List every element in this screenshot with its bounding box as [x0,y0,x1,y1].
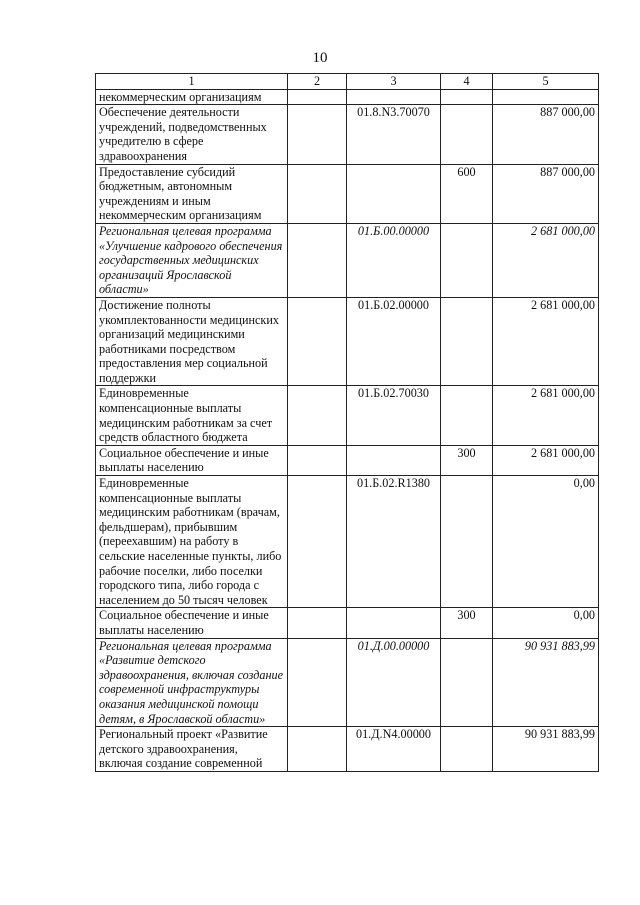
row-col2 [288,476,347,608]
budget-table [95,73,599,772]
row-vr [441,297,493,386]
table-header-row [96,74,599,90]
page-number: 10 [312,50,328,66]
row-col2 [288,164,347,223]
column-header-5: 5 [493,74,599,90]
table-row [96,223,599,297]
row-sum: 90 931 883,99 [493,638,599,727]
row-col2 [288,608,347,638]
row-code: 01.Д.N4.00000 [347,727,441,772]
row-name: Достижение полноты укомплектованности медицинских организаций медицинскими работниками посредством предоставления мер социальной поддержки [96,297,288,386]
row-name: Единовременные компенсационные выплаты медицинским работникам за счет средств областного бюджета [96,386,288,445]
row-vr [441,223,493,297]
row-code: 01.Б.02.70030 [347,386,441,445]
row-vr: 300 [441,445,493,475]
row-sum: 90 931 883,99 [493,727,599,772]
column-header-2: 2 [288,74,347,90]
row-sum: 2 681 000,00 [493,297,599,386]
table-row [96,727,599,772]
column-header-1: 1 [96,74,288,90]
row-code: 01.Б.02.R1380 [347,476,441,608]
row-vr [441,386,493,445]
row-col2 [288,105,347,164]
row-code [347,164,441,223]
row-name: Единовременные компенсационные выплаты медицинским работникам (врачам, фельдшерам), прибывшим (переехавшим) на работу в сельские населенные пункты, либо рабочие поселки, либо поселки городского типа, либо города с населением до 50 тысяч человек [96,476,288,608]
row-sum: 2 681 000,00 [493,386,599,445]
row-col2 [288,445,347,475]
row-sum: 887 000,00 [493,105,599,164]
row-name: Региональный проект «Развитие детского здравоохранения, включая создание современной [96,727,288,772]
row-code [347,89,441,105]
row-sum: 0,00 [493,608,599,638]
row-col2 [288,89,347,105]
row-col2 [288,638,347,727]
table-row [96,476,599,608]
table-row [96,89,599,105]
row-sum: 2 681 000,00 [493,445,599,475]
row-vr [441,727,493,772]
row-name: Социальное обеспечение и иные выплаты населению [96,445,288,475]
row-name: Обеспечение деятельности учреждений, подведомственных учредителю в сфере здравоохранения [96,105,288,164]
row-vr: 600 [441,164,493,223]
table-row [96,386,599,445]
table-row [96,608,599,638]
row-vr [441,105,493,164]
row-name: Региональная целевая программа «Развитие детского здравоохранения, включая создание современной инфраструктуры оказания медицинской помощи детям, в Ярославской области» [96,638,288,727]
column-header-4: 4 [441,74,493,90]
row-col2 [288,223,347,297]
row-col2 [288,297,347,386]
row-vr: 300 [441,608,493,638]
row-vr [441,638,493,727]
row-name: Предоставление субсидий бюджетным, автономным учреждениям и иным некоммерческим организациям [96,164,288,223]
row-name: Региональная целевая программа «Улучшение кадрового обеспечения государственных медицинских организаций Ярославской области» [96,223,288,297]
table-row [96,105,599,164]
row-sum: 0,00 [493,476,599,608]
table-row [96,445,599,475]
row-vr [441,476,493,608]
row-name: некоммерческим организациям [96,89,288,105]
table-row [96,297,599,386]
row-sum [493,89,599,105]
row-sum: 2 681 000,00 [493,223,599,297]
row-code [347,608,441,638]
row-vr [441,89,493,105]
row-code: 01.Д.00.00000 [347,638,441,727]
table-row [96,164,599,223]
table-row [96,638,599,727]
row-code: 01.Б.00.00000 [347,223,441,297]
row-sum: 887 000,00 [493,164,599,223]
row-code: 01.Б.02.00000 [347,297,441,386]
row-name: Социальное обеспечение и иные выплаты населению [96,608,288,638]
row-col2 [288,386,347,445]
column-header-3: 3 [347,74,441,90]
row-code: 01.8.N3.70070 [347,105,441,164]
row-code [347,445,441,475]
row-col2 [288,727,347,772]
